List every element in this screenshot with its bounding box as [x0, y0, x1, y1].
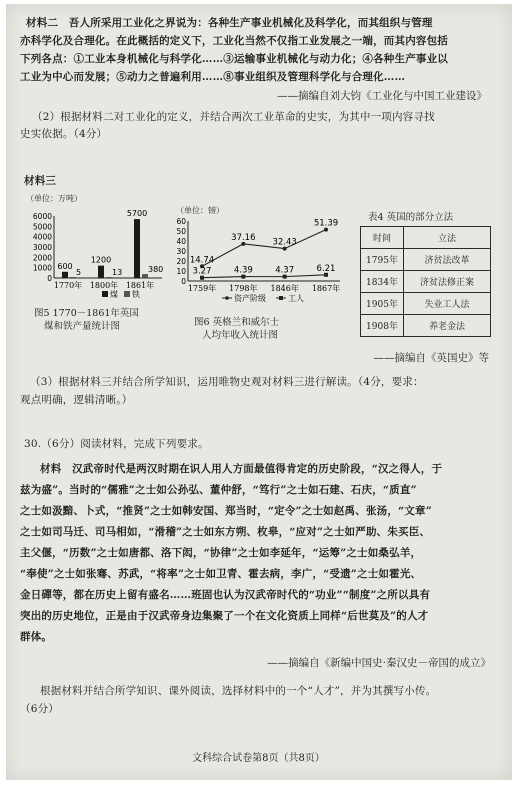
chart5-y-tick-label: 0: [47, 274, 52, 283]
table-cell-law: 济贫法修正案: [404, 271, 491, 293]
chart6-legend-marker-1: [225, 296, 229, 300]
table-row: [361, 315, 491, 337]
material2-line-4: 工业为中心而发展；⑤动力之普遍利用……⑧事业组织及管理科学化与合理化……: [20, 71, 406, 83]
table-row: [361, 271, 491, 293]
q30-question-line-2: （6分）: [20, 703, 59, 715]
q30-material-line: 兹为盛”。当时的“儒雅”之士如公孙弘、董仲舒，“笃行”之士如石建、石庆，“质直”: [20, 484, 417, 496]
q30-material-line: 材料 汉武帝时代是两汉时期在识人用人方面最值得肯定的历史阶段，“汉之得人，于: [40, 463, 443, 475]
chart6-x-tick-label: 1759年: [187, 284, 217, 293]
material3-source: ——摘编自《英国史》等: [373, 352, 489, 364]
chart6-legend-2: 工人: [288, 294, 304, 303]
chart5-y-tick-label: 6000: [32, 212, 52, 221]
chart6-x-tick-label: 1798年: [229, 284, 258, 293]
chart5-caption-2: 煤和铁产量统计图: [44, 321, 121, 332]
chart5-bar-iron: [142, 274, 148, 278]
chart6-y-tick-label: 60: [176, 217, 186, 226]
chart5-x-tick-label: 1861年: [125, 281, 155, 290]
chart6-x-tick-label: 1867年: [311, 284, 341, 293]
chart5-bar-iron: [106, 277, 112, 278]
chart5-y-tick-label: 1000: [32, 263, 52, 273]
table-cell-law: 济贫法改革: [404, 249, 491, 271]
chart6-series-line: [202, 275, 326, 278]
table-header-law: 立法: [404, 227, 491, 249]
chart6-data-label: 3.27: [192, 266, 212, 277]
table-cell-law: 养老金法: [404, 315, 491, 337]
chart6-data-label: 32.43: [272, 237, 297, 248]
table-cell-year: 1905年: [361, 293, 404, 315]
chart6-y-tick-label: 20: [176, 257, 186, 266]
chart6-x-tick-label: 1846年: [270, 284, 299, 293]
q30-question-line-1: 根据材料并结合所学知识、课外阅读，选择材料中的一个“人才”，并为其撰写小传。: [40, 685, 437, 697]
chart6-data-label: 6.21: [316, 263, 336, 274]
chart6-y-tick-label: 30: [176, 247, 186, 256]
legislation-table: [360, 226, 491, 337]
chart5-x-tick-label: 1800年: [89, 281, 119, 290]
chart6-ylabel: （单位：镑）: [176, 206, 224, 215]
chart5-data-label-coal: 600: [57, 261, 73, 271]
material2-source: ——摘编自刘大钧《工业化与中国工业建设》: [277, 90, 487, 102]
q30-material-line: 之士如汲黯、卜式，“推贤”之士如韩安国、郑当时，“定令”之士如赵禹、张汤，“文章”: [20, 505, 432, 517]
chart5-bar-coal: [134, 219, 140, 278]
chart5-data-label-iron: 13: [112, 268, 123, 277]
q3-line-1: （3）根据材料三并结合所学知识，运用唯物史观对材料三进行解读。（4分，要求：: [30, 376, 424, 388]
material2-line-1: 材料二 吾人所采用工业化之界说为：各种生产事业机械化及科学化，而其组织与管理: [26, 17, 433, 29]
table-header-time: 时间: [361, 227, 404, 249]
chart5-data-label-coal: 1200: [90, 255, 112, 265]
table-header-row: [361, 227, 491, 249]
chart5-y-tick-label: 5000: [32, 222, 52, 232]
page-footer: 文科综合试卷第8页（共8页）: [192, 753, 325, 764]
material3-title: 材料三: [24, 175, 57, 187]
chart6-legend-1: 资产阶级: [234, 294, 266, 303]
chart6-series-line: [202, 230, 326, 267]
chart6-caption-2: 人均年收入统计图: [202, 330, 279, 341]
chart5-data-label-iron: 380: [148, 265, 164, 275]
table-cell-law: 失业工人法: [404, 293, 491, 315]
chart6-data-label: 51.39: [313, 218, 339, 229]
chart5-caption-1: 图5 1770－1861年英国: [34, 308, 139, 319]
chart6-y-tick-label: 0: [181, 277, 186, 286]
chart6-data-label: 4.39: [233, 265, 253, 276]
chart5-x-tick-label: 1770年: [53, 281, 83, 290]
chart5-y-tick-label: 4000: [32, 232, 52, 242]
chart5-bar-iron: [70, 277, 76, 278]
table-row: [361, 293, 491, 315]
q30-source: ——摘编自《新编中国史·秦汉史－帝国的成立》: [267, 657, 491, 669]
q30-material-line: 金日磾等，都在历史上留有盛名……班固也认为汉武帝时代的“功业”“制度”之所以具有: [20, 589, 431, 601]
chart5-y-tick-label: 3000: [32, 243, 52, 252]
chart5-legend-iron: 铁: [132, 290, 140, 299]
chart5-legend-coal-swatch: [102, 291, 108, 297]
q2-line-2: 史实依据。（4分）: [20, 128, 108, 140]
q30-heading: 30.（6分）阅读材料，完成下列要求。: [24, 438, 209, 450]
q30-material-line: “奉使”之士如张骞、苏武，“将率”之士如卫青、霍去病，李广，“受遗”之士如霍光、: [20, 568, 422, 580]
chart5-legend-coal: 煤: [110, 290, 118, 299]
chart6-caption-1: 图6 英格兰和威尔士: [194, 317, 280, 328]
table-cell-year: 1908年: [361, 315, 404, 337]
chart6-data-label: 37.16: [231, 232, 256, 243]
chart5-bar-coal: [62, 272, 68, 278]
chart6-data-label: 4.37: [275, 265, 295, 276]
q2-line-1: （2）根据材料二对工业化的定义，并结合两次工业革命的史实，为其中一项内容寻找: [32, 111, 435, 123]
chart5-data-label-iron: 5: [76, 268, 82, 277]
chart6-data-label: 14.74: [189, 255, 215, 266]
material2-line-3: 下列各点：①工业本身机械化与科学化……③运输事业机械化与动力化；④各种生产事业以: [20, 53, 448, 65]
q30-material-line: 群体。: [20, 631, 53, 643]
table-cell-year: 1834年: [361, 271, 404, 293]
chart5-legend-iron-swatch: [124, 291, 130, 297]
chart6-y-tick-label: 10: [176, 267, 186, 276]
chart5-plot: [24, 205, 164, 299]
table4-title: 表4 英国的部分立法: [368, 212, 454, 223]
chart5-ylabel: （单位：万吨）: [26, 194, 82, 203]
chart6-plot: [172, 214, 342, 309]
q30-material-line: 突出的历史地位，正是由于汉武帝身边集聚了一个在文化资质上同样“后世莫及”的人才: [20, 610, 429, 622]
chart6-legend-marker-2: [279, 296, 283, 300]
chart5-data-label-coal: 5700: [126, 209, 148, 219]
chart6-y-tick-label: 40: [176, 237, 186, 246]
chart6-y-tick-label: 50: [176, 227, 186, 236]
q30-material-line: 之士如司马迁、司马相如，“滑稽”之士如东方朔、枚皋，“应对”之士如严助、朱买臣、: [20, 526, 431, 538]
chart5-y-tick-label: 2000: [32, 253, 52, 263]
q3-line-2: 观点明确，逻辑清晰。）: [20, 394, 133, 406]
table-cell-year: 1795年: [361, 249, 404, 271]
q30-material-line: 主父偃，“历数”之士如唐都、洛下闳，“协律”之士如李延年，“运筹”之士如桑弘羊，: [20, 547, 422, 559]
material2-line-2: 亦科学化及合理化。在此概括的定义下，工业化当然不仅指工业发展之一端，而其内容包括: [20, 35, 448, 47]
chart5-bar-coal: [98, 266, 104, 278]
table-row: [361, 249, 491, 271]
